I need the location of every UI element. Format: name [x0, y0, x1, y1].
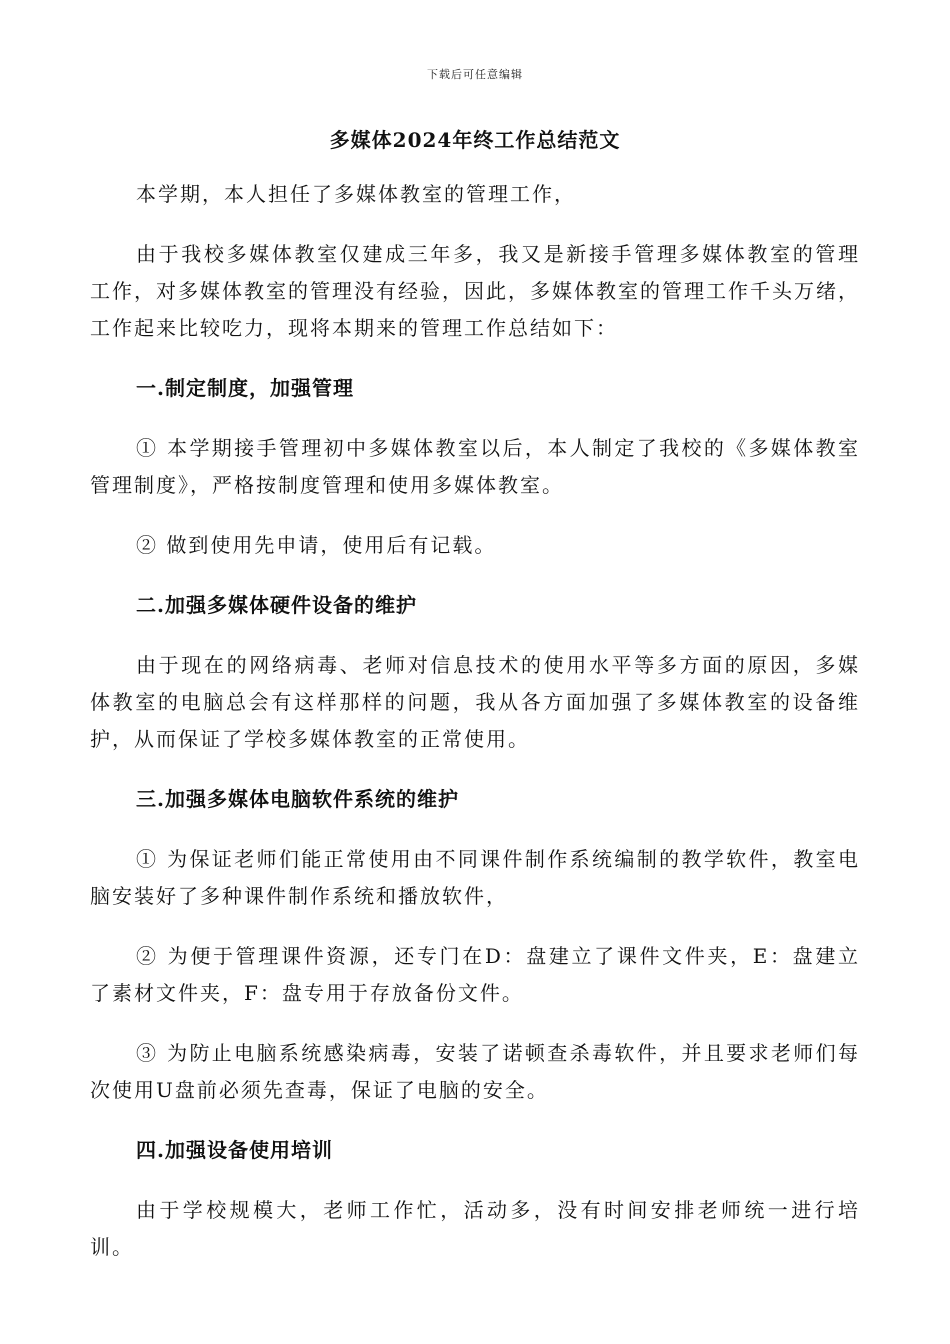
section-heading: 三.加强多媒体电脑软件系统的维护	[136, 787, 459, 811]
paragraph: ① 本学期接手管理初中多媒体教室以后，本人制定了我校的《多媒体教室管理制度》，严格按制度管理和使用多媒体教室。	[90, 436, 860, 497]
paragraph: ③ 为防止电脑系统感染病毒，安装了诺顿查杀毒软件，并且要求老师们每次使用U盘前必须先查毒，保证了电脑的安全。	[90, 1041, 860, 1102]
paragraph: 由于现在的网络病毒、老师对信息技术的使用水平等多方面的原因，多媒体教室的电脑总会有这样那样的问题，我从各方面加强了多媒体教室的设备维护，从而保证了学校多媒体教室的正常使用。	[90, 653, 860, 751]
header-note: 下载后可任意编辑	[427, 68, 523, 81]
paragraph: ① 为保证老师们能正常使用由不同课件制作系统编制的教学软件，教室电脑安装好了多种课件制作系统和播放软件，	[90, 847, 860, 908]
document-body	[90, 176, 860, 1289]
paragraph: 由于学校规模大，老师工作忙，活动多，没有时间安排老师统一进行培训。	[90, 1198, 860, 1259]
paragraph: ② 为便于管理课件资源，还专门在D：盘建立了课件文件夹，E：盘建立了素材文件夹，F：盘专用于存放备份文件。	[90, 944, 860, 1005]
section-heading: 二.加强多媒体硬件设备的维护	[136, 593, 417, 617]
section-heading: 一.制定制度，加强管理	[136, 376, 354, 400]
paragraph: 本学期，本人担任了多媒体教室的管理工作，	[136, 182, 576, 206]
paragraph: ② 做到使用先申请，使用后有记载。	[136, 533, 497, 557]
paragraph: 由于我校多媒体教室仅建成三年多，我又是新接手管理多媒体教室的管理工作，对多媒体教室的管理没有经验，因此，多媒体教室的管理工作千头万绪，工作起来比较吃力，现将本期来的管理工作总结如下：	[90, 242, 860, 340]
section-heading: 四.加强设备使用培训	[136, 1138, 333, 1162]
document-title: 多媒体2024年终工作总结范文	[329, 128, 621, 152]
